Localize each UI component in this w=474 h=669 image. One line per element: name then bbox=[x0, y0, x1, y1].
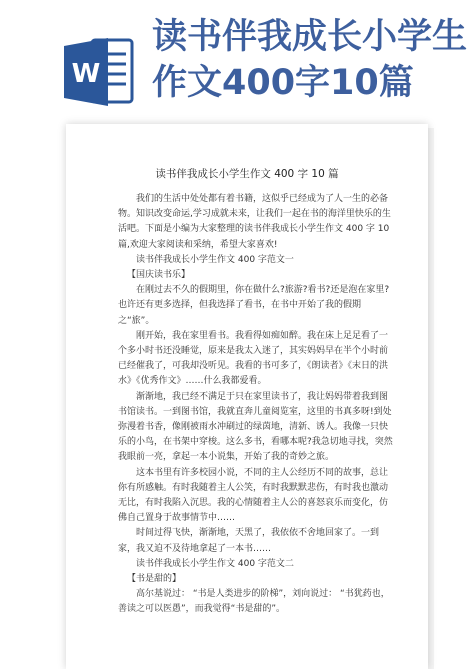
paragraph: 这本书里有许多校园小说，不同的主人公经历不同的故事，总让你有所感触。有时我随着主人公笑，有时我默默悲伤，有时我也激动无比，有时我陷入沉思。我的心情随着主人公的喜怒哀乐而变化，仿佛自己置身于故事情节中…… bbox=[118, 467, 389, 524]
word-document-icon bbox=[62, 36, 136, 108]
svg-text:W: W bbox=[71, 59, 101, 89]
paragraph-intro: 我们的生活中处处都有着书籍，这似乎已经成为了人一生的必备物。知识改变命运,学习成就未来，让我们一起在书的海洋里快乐的生活吧。下面是小编为大家整理的读书伴我成长小学生作文 400 字 10 篇,欢迎大家阅读和采纳，希望大家喜欢! bbox=[118, 194, 391, 250]
document-title: 读书伴我成长小学生作文 400 字 10 篇 bbox=[155, 168, 339, 180]
document-page bbox=[66, 124, 428, 669]
document-body bbox=[118, 192, 394, 618]
essay-subtitle-2: 【书是甜的】 bbox=[127, 574, 182, 585]
essay-heading-2: 读书伴我成长小学生作文 400 字范文二 bbox=[136, 558, 294, 569]
paragraph: 在刚过去不久的假期里，你在做什么?旅游?看书?还是泡在家里?也许还有更多选择，但我选择了看书，在书中开始了我的假期之“旅”。 bbox=[118, 285, 390, 326]
banner bbox=[0, 0, 474, 118]
essay-subtitle-1: 【国庆读书乐】 bbox=[127, 270, 191, 281]
banner-title: 读书伴我成长小学生作文400字10篇 bbox=[152, 17, 468, 103]
paragraph: 时间过得飞快，渐渐地，天黑了，我依依不舍地回家了。一到家，我又迫不及待地拿起了一本书…… bbox=[118, 528, 380, 554]
paragraph: 高尔基说过： “书是人类进步的阶梯”，刘向说过： “书犹药也，善读之可以医愚”，而我觉得“书是甜的”。 bbox=[118, 589, 390, 615]
paragraph: 刚开始，我在家里看书。我看得如痴如醉。我在床上足足看了一个多小时书还没睡觉，原来是我太入迷了，其实妈妈早在半个小时前已经催我了，可我却没听见。我看的书可多了，《朗读者》《末日的洪水》《优秀作文》……什么我都爱看。 bbox=[118, 330, 389, 387]
essay-heading-1: 读书伴我成长小学生作文 400 字范文一 bbox=[136, 254, 294, 265]
paragraph: 渐渐地，我已经不满足于只在家里读书了，我让妈妈带着我到图书馆读书。一到图书馆，我就直奔儿童阅览室，这里的书真多呀!到处弥漫着书香，像刚被雨水冲刷过的绿茵地，清新、诱人。我像一只快乐的小鸟，在书架中穿梭。这么多书，看哪本呢?我急切地寻找，突然我眼前一亮，拿起一本小说集，开始了我的奇妙之旅。 bbox=[118, 391, 393, 463]
